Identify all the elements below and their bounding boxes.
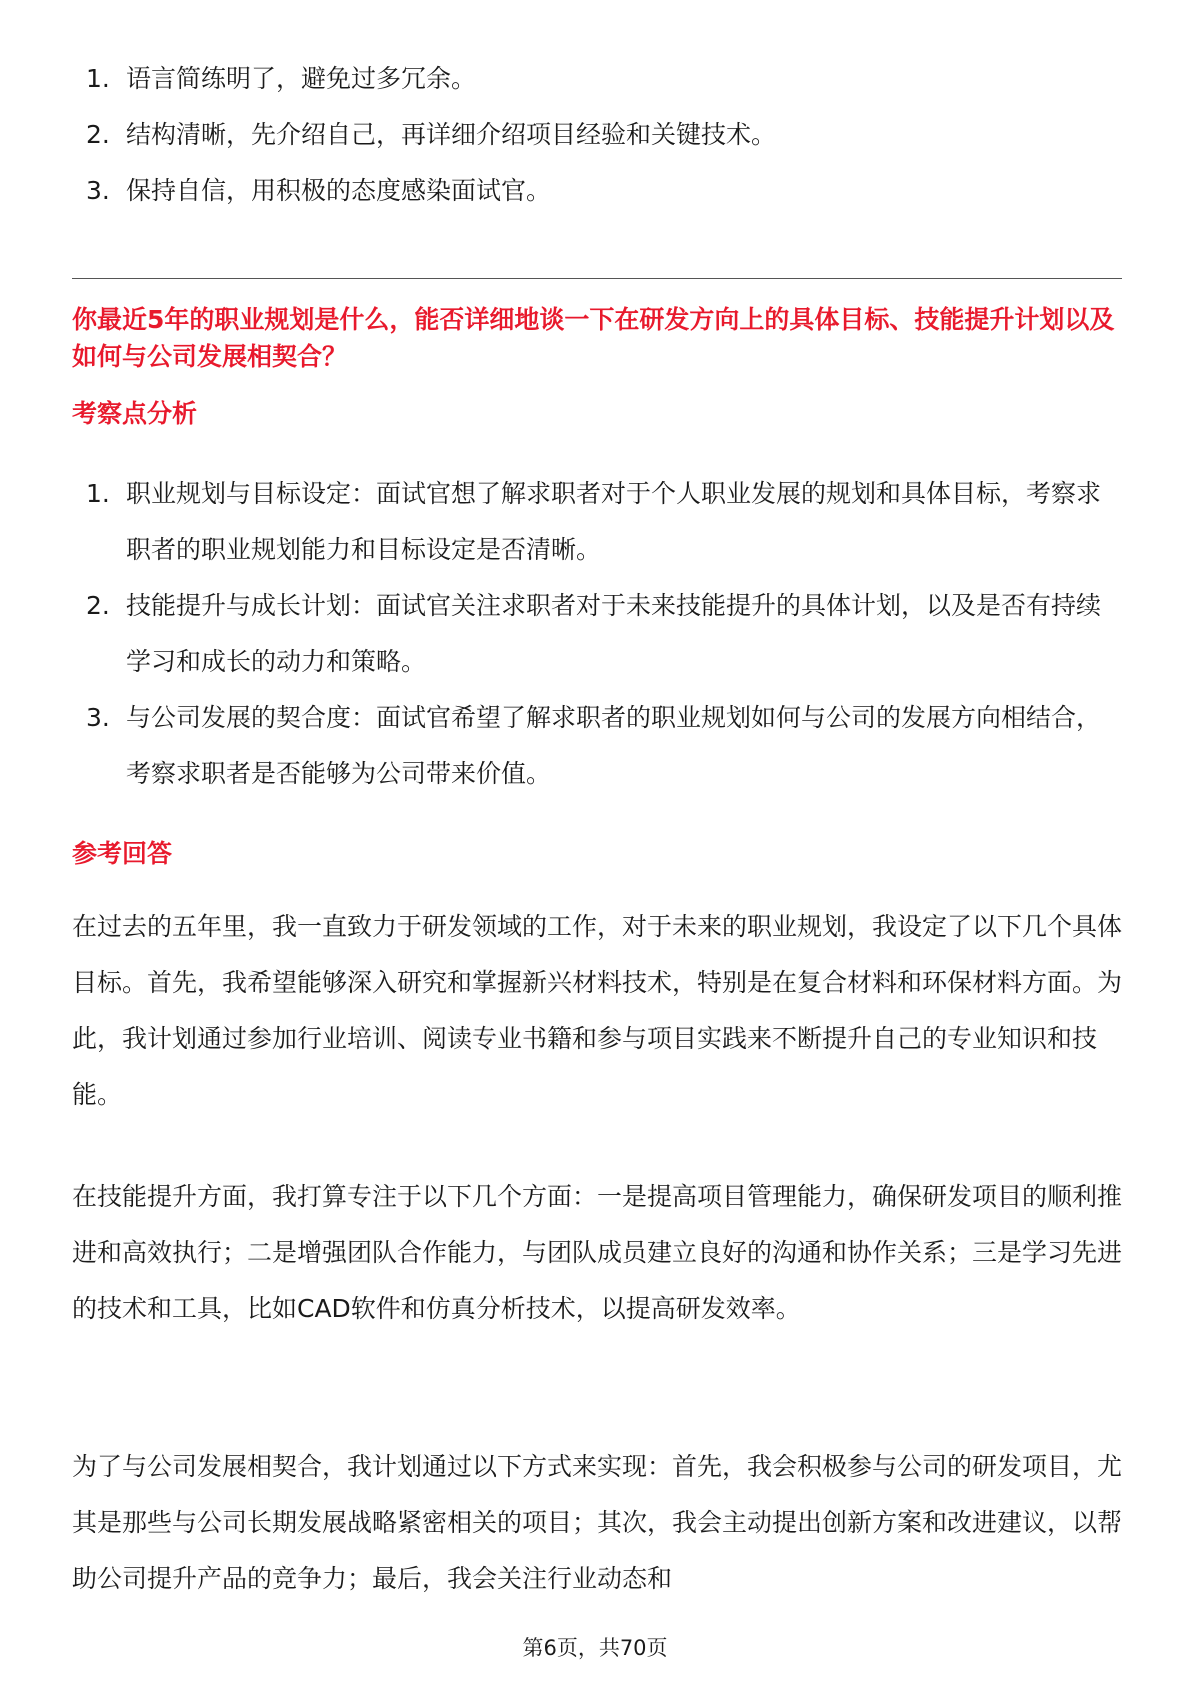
list-item: 2. 结构清晰，先介绍自己，再详细介绍项目经验和关键技术。	[86, 120, 777, 149]
question-heading: 你最近5年的职业规划是什么，能否详细地谈一下在研发方向上的具体目标、技能提升计划以及如何与公司发展相契合？	[72, 305, 1115, 371]
answer-heading: 参考回答	[72, 839, 173, 868]
analysis-list	[72, 466, 1122, 802]
answer-paragraph: 在过去的五年里，我一直致力于研发领域的工作，对于未来的职业规划，我设定了以下几个具体目标。首先，我希望能够深入研究和掌握新兴材料技术，特别是在复合材料和环保材料方面。为此，我计划通过参加行业培训、阅读专业书籍和参与项目实践来不断提升自己的专业知识和技能。	[72, 912, 1123, 1109]
list-item: 1. 职业规划与目标设定：面试官想了解求职者对于个人职业发展的规划和具体目标，考察求职者的职业规划能力和目标设定是否清晰。	[86, 479, 1102, 564]
page-number: 第6页，共70页	[522, 1636, 668, 1660]
section-divider	[72, 278, 1122, 279]
list-item: 1. 语言简练明了，避免过多冗余。	[86, 64, 477, 93]
answer-paragraph: 为了与公司发展相契合，我计划通过以下方式来实现：首先，我会积极参与公司的研发项目，尤其是那些与公司长期发展战略紧密相关的项目；其次，我会主动提出创新方案和改进建议，以帮助公司提升产品的竞争力；最后，我会关注行业动态和	[72, 1452, 1123, 1593]
analysis-heading: 考察点分析	[72, 399, 198, 428]
answer-paragraph: 在技能提升方面，我打算专注于以下几个方面：一是提高项目管理能力，确保研发项目的顺利推进和高效执行；二是增强团队合作能力，与团队成员建立良好的沟通和协作关系；三是学习先进的技术和工具，比如CAD软件和仿真分析技术，以提高研发效率。	[72, 1182, 1123, 1323]
list-item: 3. 与公司发展的契合度：面试官希望了解求职者的职业规划如何与公司的发展方向相结合，考察求职者是否能够为公司带来价值。	[86, 703, 1102, 788]
list-item: 3. 保持自信，用积极的态度感染面试官。	[86, 176, 552, 205]
list-item: 2. 技能提升与成长计划：面试官关注求职者对于未来技能提升的具体计划，以及是否有持续学习和成长的动力和策略。	[86, 591, 1102, 676]
tips-list	[72, 60, 1122, 228]
